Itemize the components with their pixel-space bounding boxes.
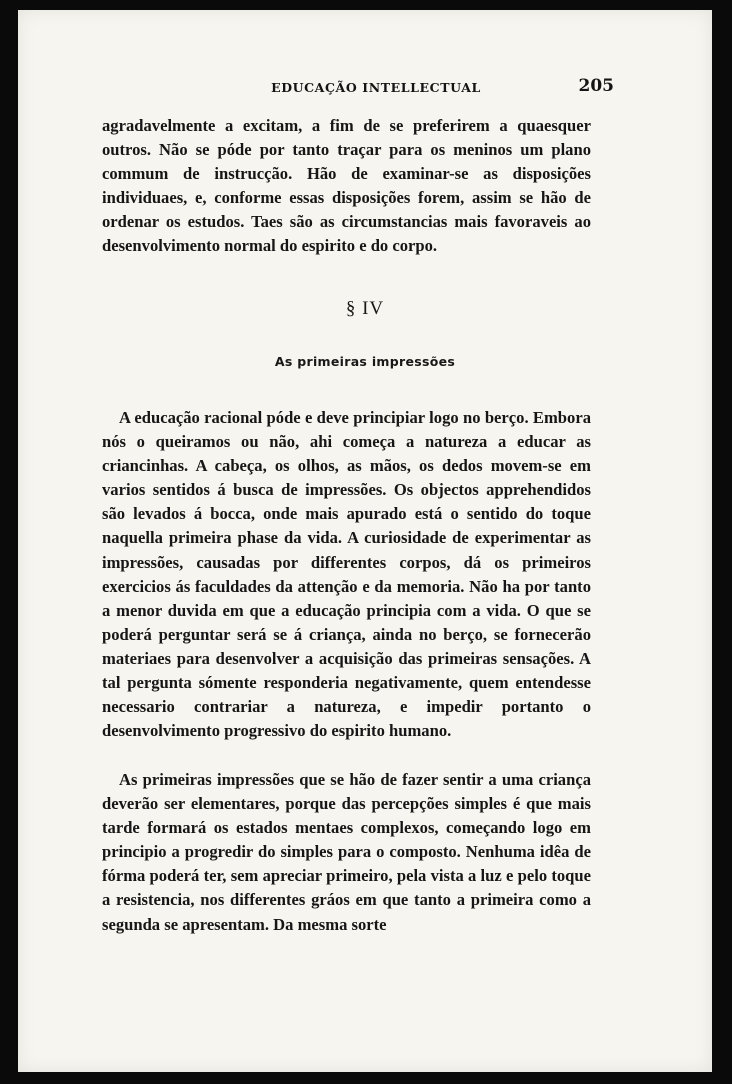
paragraph-2-block <box>102 406 591 743</box>
paragraph-2: A educação racional póde e deve principiar logo no berço. Embora nós o queiramos ou não, ahi começa a natureza a educar as criancinhas. A cabeça, os olhos, as mãos, os dedos movem-se em varios sentidos á busca de impressões. Os objectos apprehendidos são levados á bocca, onde mais apurado está o sentido do toque naquella primeira phase da vida. A curiosidade de experimentar as impressões, causadas por differentes corpos, dá os primeiros exercicios ás faculdades da attenção e da memoria. Não ha por tanto a menor duvida em que a educação principia com a vida. O que se poderá perguntar será se á criança, ainda no berço, se fornecerão materiaes para desenvolver a acquisição das primeiras sensações. A tal pergunta sómente responderia negativamente, quem entendesse necessario contrariar a natureza, e impedir portanto o desenvolvimento progressivo do espirito humano. <box>102 408 591 741</box>
paragraph-3: As primeiras impressões que se hão de fazer sentir a uma criança deverão ser elementares, porque das percepções simples é que mais tarde formará os estados mentaes complexos, começando logo em principio a progredir do simples para o composto. Nenhuma idêa de fórma poderá ter, sem apreciar primeiro, pela vista a luz e pelo toque a resistencia, nos differentes gráos em que tanto a primeira como a segunda se apresentam. Da mesma sorte <box>102 770 591 934</box>
paragraph-3-block <box>102 768 591 937</box>
book-page <box>18 10 712 1072</box>
running-title: EDUCAÇÃO INTELLECTUAL <box>271 80 481 95</box>
paragraph-1-block <box>102 114 591 259</box>
running-head <box>18 76 712 100</box>
page-number: 205 <box>578 76 614 96</box>
section-title: As primeiras impressões <box>274 354 456 369</box>
section-number: § IV <box>345 298 385 319</box>
paragraph-1: agradavelmente a excitam, a fim de se preferirem a quaesquer outros. Não se póde por tanto traçar para os meninos um plano commum de instrucção. Hão de examinar-se as disposições individuaes, e, conforme essas disposições forem, assim se hão de ordenar os estudos. Taes são as circumstancias mais favoraveis ao desenvolvimento normal do espirito e do corpo. <box>102 116 591 256</box>
